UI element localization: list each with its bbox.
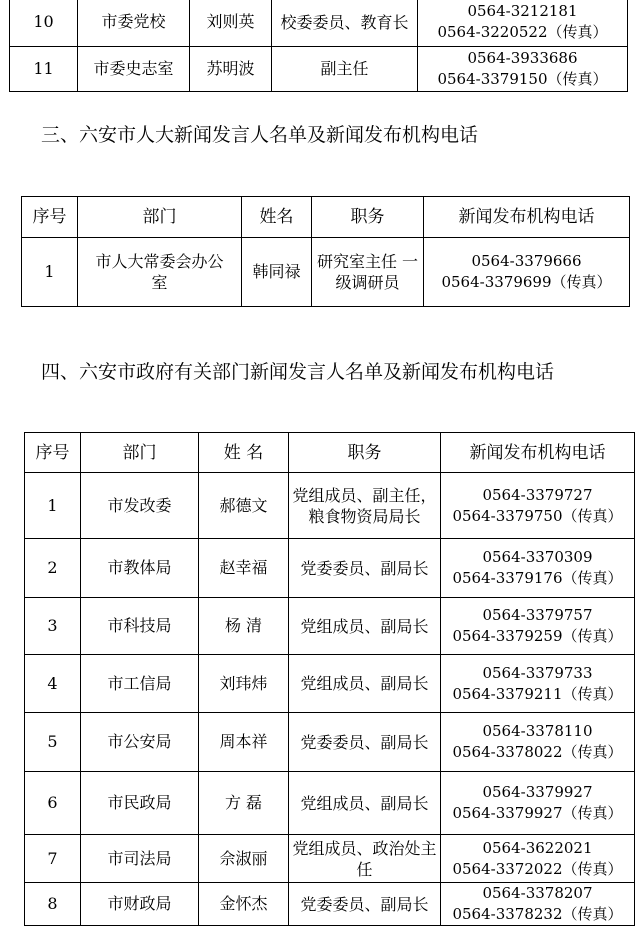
header-name: 姓名 <box>242 197 312 238</box>
table-row <box>22 238 630 307</box>
table-row <box>25 539 635 598</box>
header-department: 部门 <box>78 197 242 238</box>
gov-departments-spokesperson-table <box>24 432 635 926</box>
fax-number: 0564-3220522（传真） <box>437 23 608 41</box>
fax-number: 0564-3372022（传真） <box>452 859 623 878</box>
table-row <box>25 883 635 926</box>
header-number: 序号 <box>22 197 78 238</box>
fax-number: 0564-3379150（传真） <box>437 70 608 88</box>
phone-cell <box>441 598 635 655</box>
table-row <box>25 772 635 835</box>
person-name: 金怀杰 <box>199 883 289 926</box>
position: 党委委员、副局长 <box>289 883 441 926</box>
header-phone: 新闻发布机构电话 <box>441 433 635 473</box>
row-number: 2 <box>25 539 81 598</box>
phone-cell <box>441 473 635 539</box>
fax-number: 0564-3379259（传真） <box>452 627 623 645</box>
fax-number: 0564-3378232（传真） <box>452 905 623 923</box>
phone-cell <box>441 655 635 713</box>
person-name: 刘玮炜 <box>199 655 289 713</box>
table-row <box>10 47 628 92</box>
person-name: 周本祥 <box>199 713 289 772</box>
fax-number: 0564-3378022（传真） <box>452 743 623 761</box>
position: 党组成员、副主任，粮食物资局局长 <box>289 473 441 539</box>
header-number: 序号 <box>25 433 81 473</box>
position: 党组成员、副局长 <box>289 598 441 655</box>
header-position: 职务 <box>289 433 441 473</box>
department: 市财政局 <box>81 883 199 926</box>
phone-number: 0564-3378207 <box>482 884 593 902</box>
phone-number: 0564-3379666 <box>471 252 582 270</box>
top-contacts-table <box>9 0 628 92</box>
phone-number: 0564-3933686 <box>467 49 578 67</box>
position: 研究室主任 一级调研员 <box>312 238 424 307</box>
phone-cell <box>441 539 635 598</box>
phone-number: 0564-3379727 <box>482 485 593 504</box>
table-row <box>10 0 628 47</box>
person-name: 方 磊 <box>199 772 289 835</box>
person-name: 杨 清 <box>199 598 289 655</box>
row-number: 5 <box>25 713 81 772</box>
phone-number: 0564-3622021 <box>482 838 593 857</box>
row-number: 1 <box>25 473 81 539</box>
table-row <box>25 473 635 539</box>
phone-cell <box>424 238 630 307</box>
row-number: 3 <box>25 598 81 655</box>
position: 党组成员、政治处主任 <box>289 835 441 883</box>
department: 市工信局 <box>81 655 199 713</box>
fax-number: 0564-3379176（传真） <box>452 569 623 587</box>
position: 党组成员、副局长 <box>289 772 441 835</box>
table-row <box>25 598 635 655</box>
department: 市委党校 <box>78 0 190 47</box>
row-number: 6 <box>25 772 81 835</box>
phone-cell <box>441 835 635 883</box>
person-name: 刘则英 <box>190 0 272 47</box>
npc-spokesperson-table <box>21 196 630 307</box>
phone-number: 0564-3212181 <box>467 2 578 20</box>
row-number: 10 <box>10 0 78 47</box>
row-number: 4 <box>25 655 81 713</box>
header-position: 职务 <box>312 197 424 238</box>
position: 副主任 <box>272 47 418 92</box>
table-header-row <box>25 433 635 473</box>
header-phone: 新闻发布机构电话 <box>424 197 630 238</box>
department: 市发改委 <box>81 473 199 539</box>
person-name: 苏明波 <box>190 47 272 92</box>
table-header-row <box>22 197 630 238</box>
phone-number: 0564-3378110 <box>482 722 593 740</box>
row-number: 7 <box>25 835 81 883</box>
phone-cell <box>441 713 635 772</box>
section-3-heading: 三、六安市人大新闻发言人名单及新闻发布机构电话 <box>41 124 479 146</box>
fax-number: 0564-3379211（传真） <box>452 684 623 703</box>
phone-cell <box>441 772 635 835</box>
table-row <box>25 835 635 883</box>
phone-number: 0564-3379927 <box>482 783 593 801</box>
row-number: 1 <box>22 238 78 307</box>
header-name: 姓 名 <box>199 433 289 473</box>
department: 市委史志室 <box>78 47 190 92</box>
row-number: 8 <box>25 883 81 926</box>
phone-number: 0564-3379733 <box>482 663 593 682</box>
phone-number: 0564-3379757 <box>482 606 593 624</box>
fax-number: 0564-3379750（传真） <box>452 506 623 525</box>
department: 市教体局 <box>81 539 199 598</box>
fax-number: 0564-3379699（传真） <box>441 273 612 291</box>
phone-cell <box>418 0 628 47</box>
position: 校委委员、教育长 <box>272 0 418 47</box>
department: 市民政局 <box>81 772 199 835</box>
department: 市科技局 <box>81 598 199 655</box>
phone-cell <box>418 47 628 92</box>
person-name: 赵幸福 <box>199 539 289 598</box>
fax-number: 0564-3379927（传真） <box>452 804 623 822</box>
table-row <box>25 713 635 772</box>
position: 党组成员、副局长 <box>289 655 441 713</box>
person-name: 韩同禄 <box>242 238 312 307</box>
phone-number: 0564-3370309 <box>482 548 593 566</box>
person-name: 郝德文 <box>199 473 289 539</box>
section-4-heading: 四、六安市政府有关部门新闻发言人名单及新闻发布机构电话 <box>41 361 555 383</box>
department: 市人大常委会办公室 <box>78 238 242 307</box>
position: 党委委员、副局长 <box>289 539 441 598</box>
table-row <box>25 655 635 713</box>
person-name: 佘淑丽 <box>199 835 289 883</box>
phone-cell <box>441 883 635 926</box>
row-number: 11 <box>10 47 78 92</box>
department: 市司法局 <box>81 835 199 883</box>
position: 党委委员、副局长 <box>289 713 441 772</box>
department: 市公安局 <box>81 713 199 772</box>
header-department: 部门 <box>81 433 199 473</box>
